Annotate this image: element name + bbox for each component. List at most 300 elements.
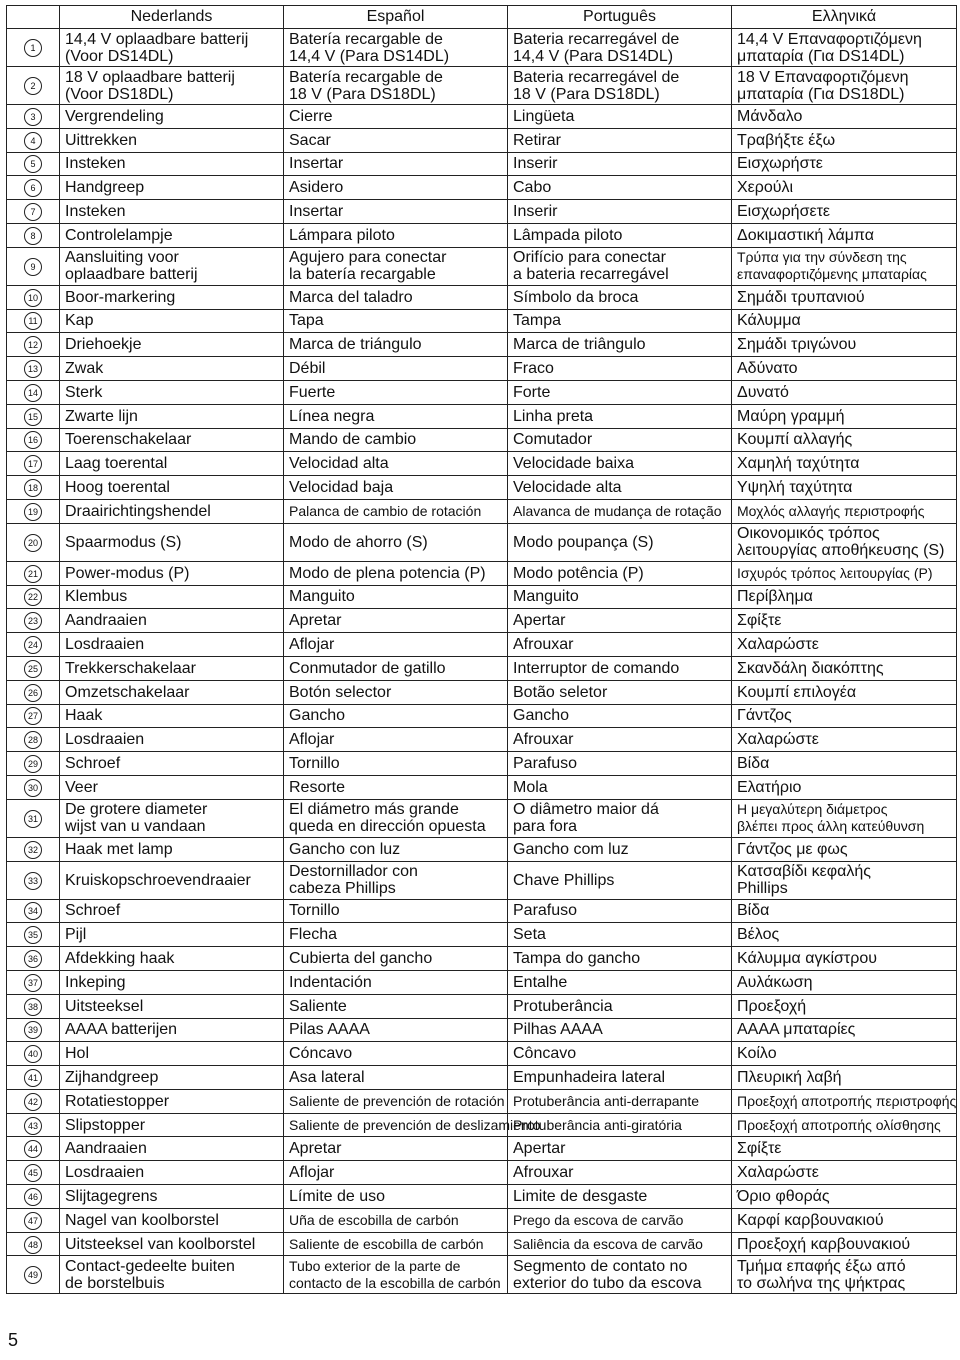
term-greek [732,633,957,657]
term-line: Uitsteeksel [65,997,144,1015]
term-portuguese-text [513,684,726,701]
term-line: 18 V (Para DS18DL) [513,85,660,103]
item-number [7,105,60,129]
term-dutch-text [65,249,278,283]
term-dutch [60,861,284,899]
term-line: Tornillo [289,902,340,920]
term-greek-text [737,707,951,724]
term-spanish-text [289,1069,502,1086]
term-dutch [60,899,284,923]
item-number-badge: 16 [24,431,42,449]
term-portuguese [508,309,732,333]
term-line: wijst van u vandaan [65,818,206,836]
term-line: Schroef [65,902,121,920]
term-spanish [284,200,508,224]
term-line: 18 V (Para DS18DL) [289,85,436,103]
item-number [7,861,60,899]
term-line: Indentación [289,973,372,991]
term-line: Slijtagegrens [65,1187,158,1205]
term-dutch [60,152,284,176]
term-spanish [284,309,508,333]
term-dutch [60,837,284,861]
term-portuguese [508,1066,732,1090]
term-line: Fraco [513,360,554,378]
term-line: Fuerte [289,383,336,401]
term-dutch [60,799,284,837]
term-line: Insertar [289,155,344,173]
term-line: λειτουργίας αποθήκευσης (S) [737,542,945,560]
term-greek-text [737,779,951,796]
term-line: Saliente [289,997,347,1015]
term-line: Βίδα [737,902,770,920]
term-spanish-text [289,1212,502,1229]
term-portuguese [508,1042,732,1066]
term-line: Καρφί καρβουνακιού [737,1211,884,1229]
term-spanish-text [289,431,502,448]
term-line: Batería recargable de [289,30,443,48]
term-portuguese [508,656,732,680]
table-row [7,1066,957,1090]
term-spanish [284,609,508,633]
term-spanish-text [289,534,502,551]
term-line: Δοκιμαστική λάμπα [737,226,874,244]
item-number-badge: 24 [24,636,42,654]
term-line: Aandraaien [65,612,147,630]
term-line: queda en dirección opuesta [289,818,486,836]
term-line: Προεξοχή [737,997,807,1015]
term-spanish-text [289,1116,541,1134]
term-line: Chave Phillips [513,871,615,889]
term-line: Afrouxar [513,1164,574,1182]
item-number-badge: 12 [24,336,42,354]
term-greek-text [737,1188,951,1205]
term-line: Modo de ahorro (S) [289,533,428,551]
term-greek-text [737,1045,951,1062]
term-spanish [284,1042,508,1066]
term-greek-text [737,731,951,748]
term-dutch-text [65,841,278,858]
term-greek-text [737,801,951,835]
item-number [7,404,60,428]
header-portuguese: Português [508,6,732,29]
term-dutch [60,1066,284,1090]
term-spanish [284,994,508,1018]
term-greek [732,680,957,704]
term-portuguese [508,1208,732,1232]
term-line: Parafuso [513,902,578,920]
item-number [7,799,60,837]
term-dutch-text [65,950,278,967]
term-line: Cierre [289,107,333,125]
item-number [7,128,60,152]
term-line: Seta [513,926,546,944]
term-line: Μαύρη γραμμή [737,407,845,425]
term-greek [732,128,957,152]
item-number [7,680,60,704]
term-greek [732,333,957,357]
term-spanish [284,380,508,404]
item-number-badge: 25 [24,660,42,678]
term-greek [732,223,957,247]
item-number-badge: 49 [24,1266,42,1284]
term-portuguese [508,404,732,428]
term-portuguese-text [513,926,726,943]
term-portuguese-text [513,227,726,244]
term-greek [732,899,957,923]
term-dutch-text [65,902,278,919]
term-portuguese [508,1137,732,1161]
term-portuguese [508,476,732,500]
term-line: Protuberância anti-derrapante [513,1092,700,1109]
header-greek: Ελληνικά [732,6,957,29]
term-portuguese-text [513,69,726,103]
term-dutch-text [65,108,278,125]
item-number [7,380,60,404]
table-row [7,947,957,971]
term-line: Σφίξτε [737,612,782,630]
item-number-badge: 14 [24,384,42,402]
term-line: Rotatiestopper [65,1092,170,1110]
term-portuguese-text [513,755,726,772]
table-row [7,67,957,105]
term-spanish-text [289,1164,502,1181]
term-line: Sacar [289,131,331,149]
term-portuguese [508,899,732,923]
term-greek [732,1137,957,1161]
term-spanish-text [289,227,502,244]
term-line: Velocidade alta [513,479,622,497]
term-portuguese [508,333,732,357]
term-greek [732,752,957,776]
term-portuguese-text [513,660,726,677]
term-dutch-text [65,69,278,103]
term-dutch-text [65,565,278,582]
item-number [7,1066,60,1090]
item-number [7,633,60,657]
term-line: Σφίξτε [737,1140,782,1158]
term-line: Laag toerental [65,455,168,473]
table-row [7,523,957,561]
term-greek [732,1185,957,1209]
term-dutch [60,775,284,799]
term-dutch [60,704,284,728]
term-line: Ισχυρός τρόπος λειτουργίας (P) [737,564,933,581]
term-greek [732,1113,957,1137]
term-portuguese-text [513,565,726,582]
term-line: Εισχωρήσετε [737,203,831,221]
term-dutch [60,1042,284,1066]
item-number-badge: 6 [24,179,42,197]
table-row [7,29,957,67]
term-line: Spaarmodus (S) [65,533,182,551]
term-portuguese [508,633,732,657]
term-portuguese [508,1161,732,1185]
term-dutch [60,680,284,704]
item-number-badge: 44 [24,1140,42,1158]
term-dutch-text [65,1117,278,1134]
term-line: Apertar [513,612,566,630]
term-line: Κουμπί επιλογέα [737,683,857,701]
term-line: Χαλαρώστε [737,636,819,654]
term-dutch [60,67,284,105]
term-portuguese [508,223,732,247]
term-portuguese [508,1089,732,1113]
term-line: Velocidad alta [289,455,389,473]
item-number [7,775,60,799]
term-portuguese [508,728,732,752]
item-number-badge: 36 [24,950,42,968]
term-dutch [60,476,284,500]
term-dutch [60,333,284,357]
term-line: Οικονομικός τρόπος [737,525,880,543]
term-dutch [60,728,284,752]
term-spanish-text [289,312,502,329]
term-portuguese [508,67,732,105]
term-dutch-text [65,926,278,943]
term-line: Protuberância anti-giratória [513,1116,682,1133]
term-greek-text [737,1258,951,1292]
term-line: Inserir [513,203,558,221]
term-line: Resorte [289,778,346,796]
term-line: Τραβήξτε έξω [737,131,836,149]
term-line: Uitsteeksel van koolborstel [65,1235,256,1253]
term-greek-text [737,1069,951,1086]
term-dutch-text [65,1188,278,1205]
item-number [7,970,60,994]
term-dutch-text [65,588,278,605]
term-line: Μάνδαλο [737,107,803,125]
term-line: Haak [65,707,103,725]
term-spanish [284,105,508,129]
term-dutch [60,404,284,428]
term-line: Power-modus (P) [65,564,190,582]
term-greek-text [737,455,951,472]
term-spanish-text [289,336,502,353]
term-line: Marca de triángulo [289,336,422,354]
table-row [7,923,957,947]
item-number [7,428,60,452]
term-portuguese [508,428,732,452]
item-number [7,1161,60,1185]
term-dutch [60,1113,284,1137]
term-portuguese-text [513,1188,726,1205]
term-line: para fora [513,818,578,836]
term-line: Kruiskopschroevendraaier [65,871,251,889]
term-spanish-text [289,69,502,103]
item-number [7,1137,60,1161]
term-portuguese-text [513,1117,726,1134]
term-dutch-text [65,408,278,425]
table-row [7,200,957,224]
term-spanish [284,476,508,500]
header-dutch: Nederlands [60,6,284,29]
term-dutch [60,970,284,994]
table-header-row [7,6,957,29]
item-number-badge: 48 [24,1236,42,1254]
table-row [7,1089,957,1113]
term-spanish [284,1137,508,1161]
term-spanish-text [289,1092,505,1110]
term-greek [732,609,957,633]
term-spanish-text [289,1140,502,1157]
item-number [7,947,60,971]
item-number-badge: 42 [24,1093,42,1111]
term-line: Boor-markering [65,288,176,306]
term-spanish [284,1066,508,1090]
term-line: Aansluiting voor [65,249,179,267]
term-spanish [284,285,508,309]
term-greek [732,970,957,994]
term-spanish [284,333,508,357]
term-greek-text [737,684,951,701]
term-dutch [60,1232,284,1256]
term-line: Χερούλι [737,179,794,197]
term-spanish [284,561,508,585]
term-dutch-text [65,660,278,677]
term-portuguese-text [513,289,726,306]
term-greek-text [737,289,951,306]
term-spanish-text [289,155,502,172]
term-line: O diâmetro maior dá [513,801,659,819]
item-number-badge: 46 [24,1188,42,1206]
term-portuguese-text [513,841,726,858]
term-greek-text [737,249,951,283]
table-row [7,775,957,799]
term-line: Afrouxar [513,636,574,654]
term-spanish [284,837,508,861]
term-portuguese-text [513,974,726,991]
term-spanish-text [289,801,502,835]
term-dutch-text [65,636,278,653]
term-line: Saliente de prevención de rotación [289,1092,505,1109]
table-row [7,861,957,899]
term-line: Modo de plena potencia (P) [289,564,486,582]
term-line: oplaadbare batterij [65,266,198,284]
item-number [7,1185,60,1209]
term-line: Apretar [289,1140,342,1158]
term-greek [732,357,957,381]
term-portuguese [508,105,732,129]
item-number-badge: 38 [24,998,42,1016]
term-portuguese [508,380,732,404]
term-spanish-text [289,731,502,748]
term-line: Protuberância [513,997,613,1015]
term-portuguese-text [513,455,726,472]
term-spanish-text [289,203,502,220]
item-number-badge: 32 [24,841,42,859]
item-number [7,452,60,476]
page-number: 5 [8,1330,19,1350]
term-line: Bateria recarregável de [513,68,680,86]
term-line: de borstelbuis [65,1274,165,1292]
term-greek-text [737,503,951,520]
table-row [7,476,957,500]
term-spanish-text [289,863,502,897]
term-portuguese [508,1018,732,1042]
term-spanish [284,1018,508,1042]
term-line: Hol [65,1045,90,1063]
table-row [7,1161,957,1185]
item-number [7,561,60,585]
term-spanish-text [289,841,502,858]
term-line: Handgreep [65,179,145,197]
term-spanish [284,176,508,200]
term-portuguese-text [513,636,726,653]
term-line: 14,4 V oplaadbare batterij [65,30,249,48]
table-row [7,380,957,404]
term-line: Σκανδάλη διακόπτης [737,659,884,677]
term-spanish-text [289,1188,502,1205]
term-greek-text [737,179,951,196]
term-line: Contact-gedeelte buiten [65,1257,235,1275]
term-line: Controlelampje [65,226,173,244]
item-number-badge: 15 [24,408,42,426]
term-greek-text [737,755,951,772]
term-portuguese-text [513,902,726,919]
term-line: Côncavo [513,1045,577,1063]
term-greek [732,994,957,1018]
term-greek-text [737,108,951,125]
term-spanish [284,947,508,971]
term-line: Insertar [289,203,344,221]
term-dutch-text [65,336,278,353]
item-number-badge: 27 [24,707,42,725]
term-line: Lâmpada piloto [513,226,623,244]
term-dutch [60,752,284,776]
table-row [7,899,957,923]
term-portuguese [508,1185,732,1209]
term-spanish-text [289,132,502,149]
item-number [7,333,60,357]
term-portuguese-text [513,336,726,353]
term-greek-text [737,431,951,448]
item-number [7,176,60,200]
term-dutch [60,380,284,404]
item-number-badge: 37 [24,974,42,992]
term-spanish-text [289,926,502,943]
term-portuguese [508,452,732,476]
term-spanish-text [289,974,502,991]
term-spanish [284,128,508,152]
item-number-badge: 33 [24,872,42,890]
term-line: Conmutador de gatillo [289,659,446,677]
term-line: Κάλυμμα αγκίστρου [737,950,877,967]
term-portuguese [508,499,732,523]
term-line: Botão seletor [513,683,608,701]
term-line: Velocidade baixa [513,455,634,473]
item-number [7,994,60,1018]
term-greek [732,704,957,728]
term-dutch [60,247,284,285]
term-dutch [60,223,284,247]
term-portuguese [508,561,732,585]
term-greek [732,837,957,861]
header-spanish: Español [284,6,508,29]
table-row [7,247,957,285]
term-line: Botón selector [289,683,392,701]
item-number-badge: 13 [24,360,42,378]
term-line: Zwarte lijn [65,407,138,425]
item-number-badge: 5 [24,155,42,173]
item-number [7,1042,60,1066]
term-greek [732,1161,957,1185]
term-portuguese-text [513,872,726,889]
table-row [7,561,957,585]
table-row [7,728,957,752]
term-greek [732,105,957,129]
term-dutch [60,176,284,200]
term-spanish-text [289,31,502,65]
